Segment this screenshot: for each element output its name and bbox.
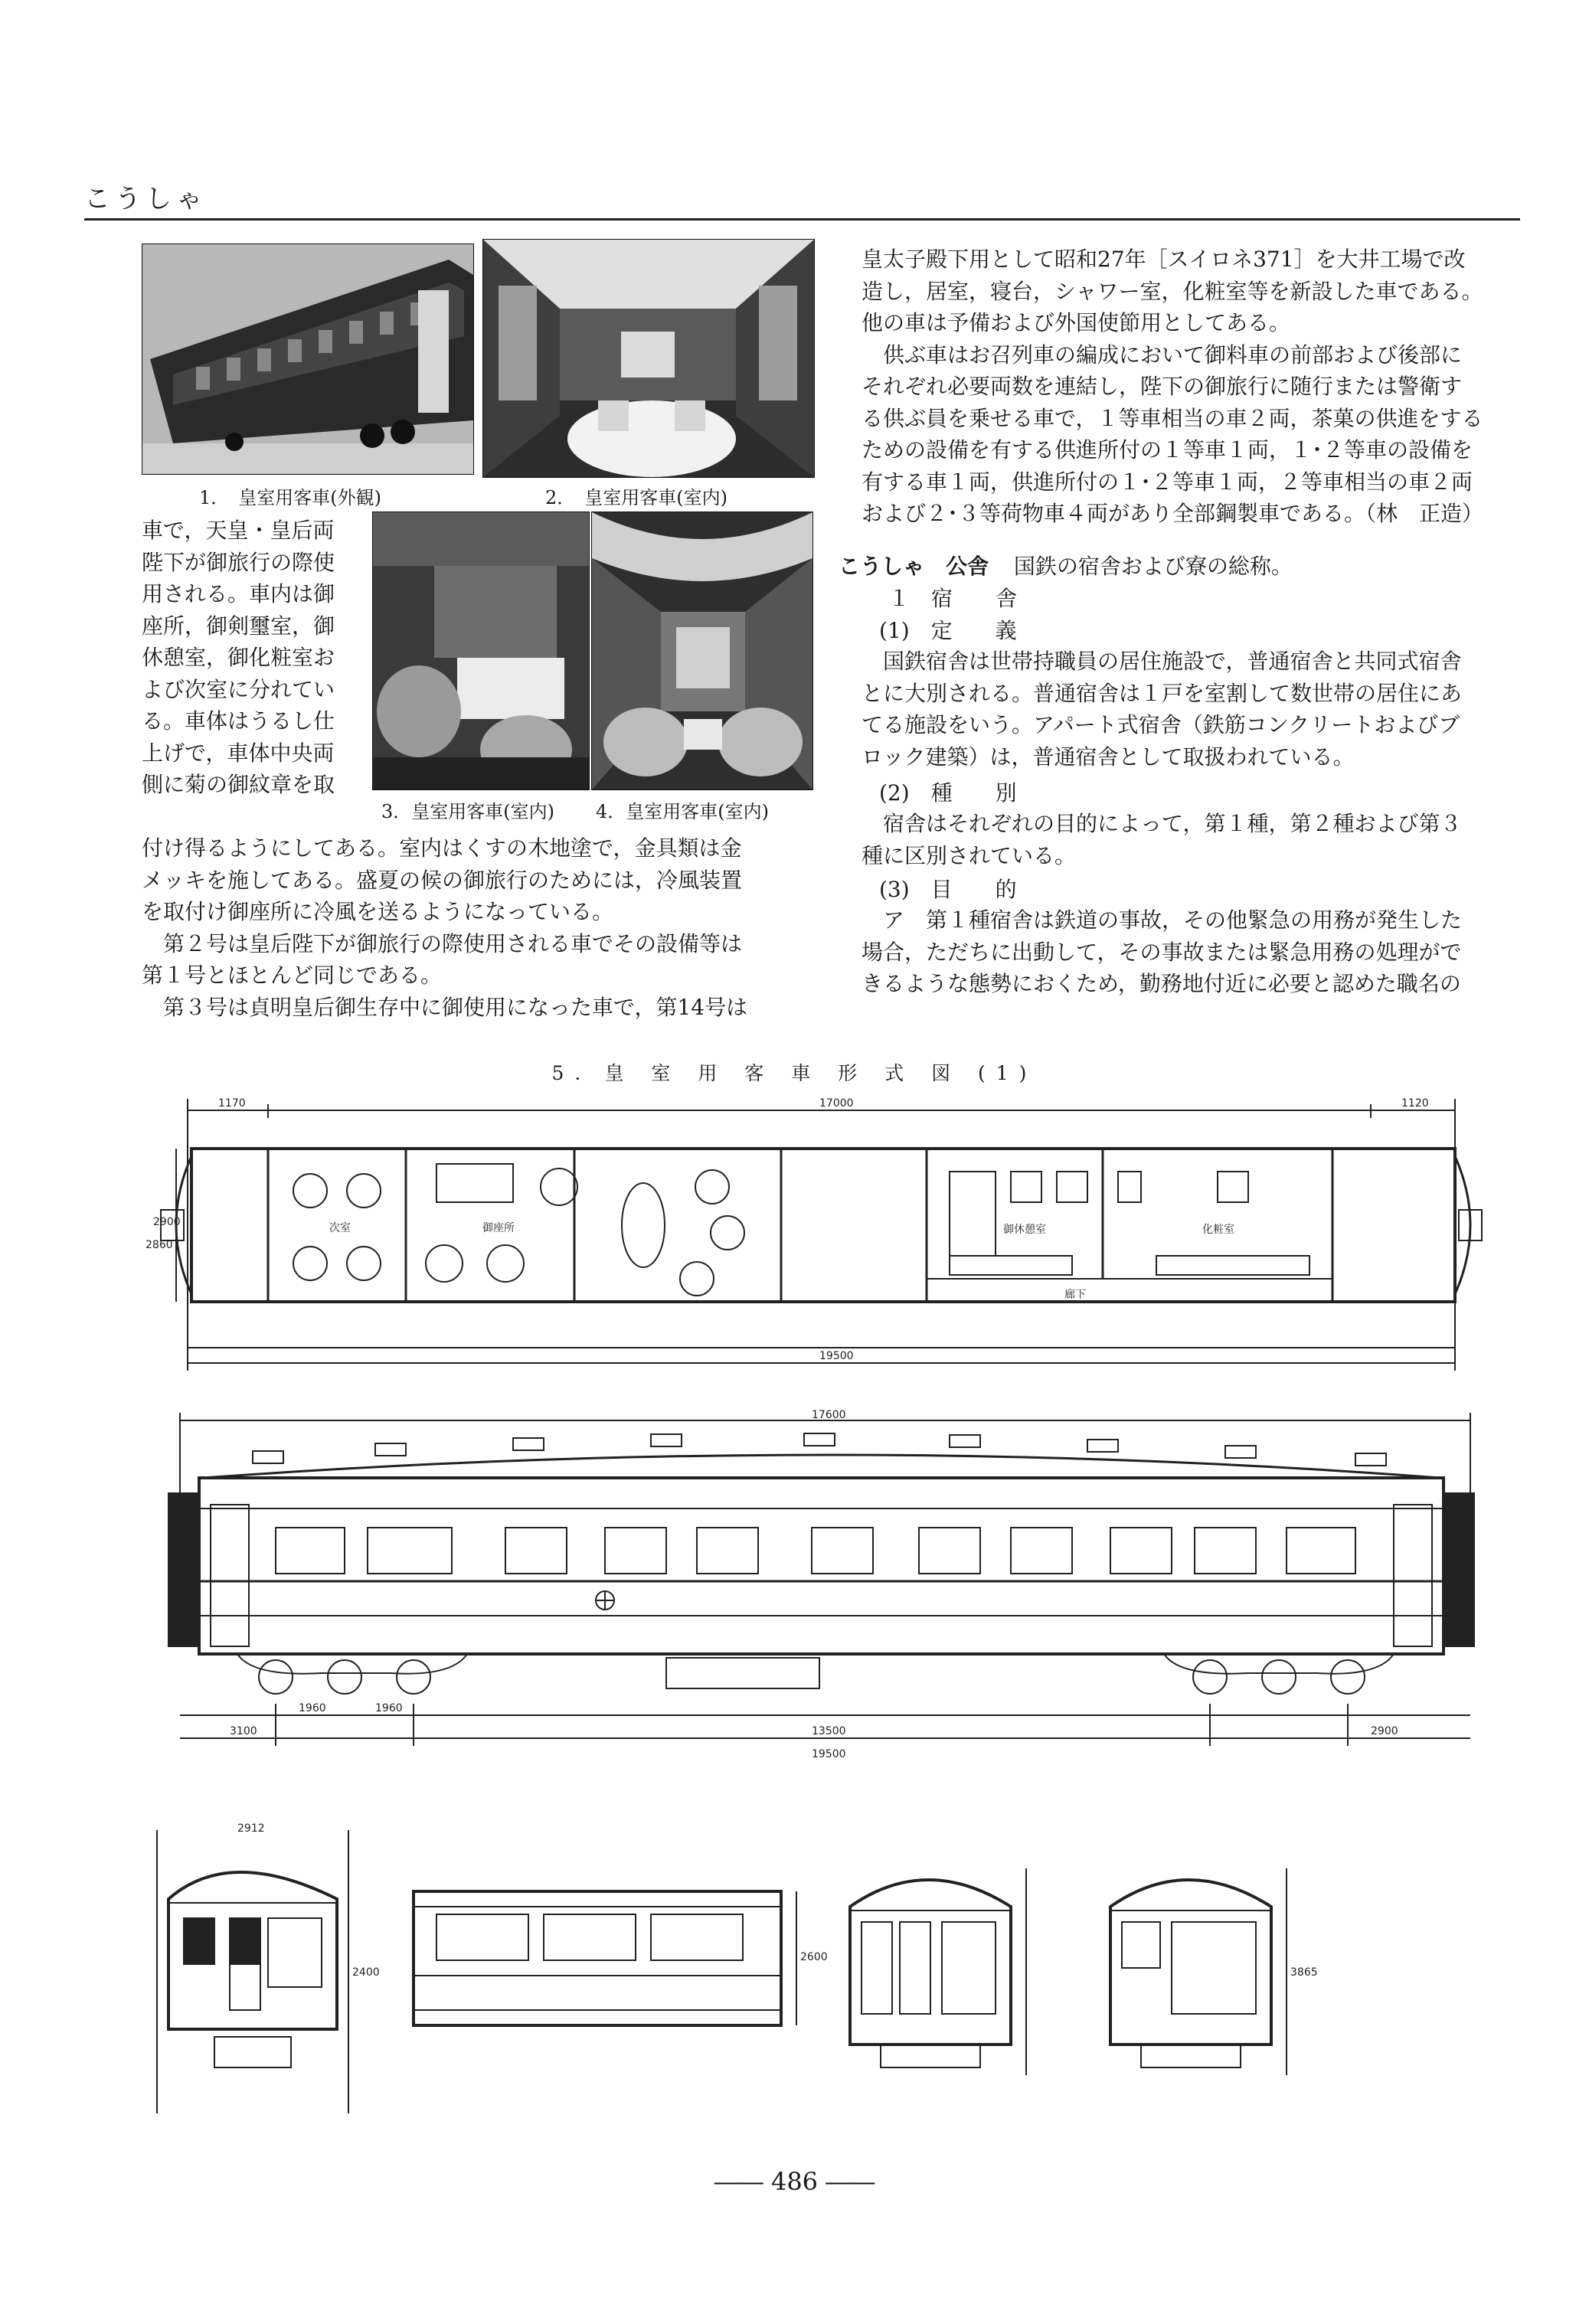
text-line: 休憩室，御化粧室お [142,645,335,670]
text-line: 種に区別されている。 [862,842,1077,868]
left-narrow-text [142,515,356,801]
side-dimension: 19500 [812,1748,846,1760]
side-elevation-drawing [145,1409,1493,1777]
photo-3-caption: 3．皇室用客車(室内) [381,801,554,822]
section-dimension: 2912 [237,1822,265,1835]
text-line: 上げで，車体中央両 [142,740,335,766]
photo-interior-3 [591,512,813,790]
plan-dimension: 1120 [1401,1097,1429,1110]
text-line: 付け得るようにしてある。室内はくすの木地塗で，金具類は金 [142,835,742,861]
side-dimension: 1960 [299,1702,326,1714]
photo-interior-1 [482,239,815,478]
text-line: 第２号は皇后陛下が御旅行の際使用される車でその設備等は [142,930,743,956]
entry-line [839,550,1293,580]
text-line: 陛下が御旅行の際使 [142,549,335,575]
photo-interior-2 [372,512,590,790]
left-wide-text [142,832,812,1023]
section-dimension: 2400 [352,1966,380,1979]
plan-dimension: 1170 [218,1097,246,1110]
text-line: 他の車は予備および外国使節用としてある。 [862,310,1291,335]
plan-room-label: 化粧室 [1202,1224,1234,1236]
section-1-3-heading: (3) 目 的 [879,877,1017,902]
plan-room-label: 御座所 [482,1222,515,1234]
side-dimension: 1960 [375,1702,403,1714]
text-line: ア 第１種宿舎は鉄道の事故，その他緊急の用務が発生した [862,907,1463,933]
text-line: 有する車１両，供進所付の１･２等車１両，２等車相当の車２両 [862,469,1473,495]
side-dimension: 13500 [812,1725,846,1737]
text-line: 第３号は貞明皇后御生存中に御使用になった車で，第14号は [142,994,748,1020]
text-line: る供ぶ員を乗せる車で，１等車相当の車２両，茶菓の供進をする [862,405,1483,431]
right-intro-text [862,244,1520,530]
side-dimension: 17600 [812,1409,846,1421]
section-dimension: 2600 [800,1951,828,1963]
cross-section-drawings [145,1822,1493,2121]
text-line: よび次室に分れてい [142,676,335,702]
text-line: 側に菊の御紋章を取 [142,772,335,797]
plan-room-label: 御休憩室 [1003,1224,1046,1236]
plan-room-label: 廊下 [1064,1289,1086,1301]
text-line: 国鉄宿舎は世帯持職員の居住施設で，普通宿舎と共同式宿舎 [862,649,1462,674]
plan-dimension: 2900 [153,1216,181,1228]
header-rule [84,218,1520,221]
plan-room-label: 次室 [329,1222,351,1234]
section-dimension: 3865 [1290,1966,1318,1979]
text-line: および２･３等荷物車４両があり全部鋼製車である。（林 正造） [862,501,1484,526]
side-dimension: 2900 [1371,1725,1398,1737]
plan-dimension: 2860 [145,1239,173,1251]
text-line: 車で，天皇・皇后両 [142,518,335,543]
photo-exterior [142,244,474,475]
text-line: 皇太子殿下用として昭和27年［スイロネ371］を大井工場で改 [862,247,1466,272]
plan-dimension: 19500 [819,1350,854,1362]
text-line: 造し，居室，寝台，シャワー室，化粧室等を新設した車である。 [862,278,1483,304]
section-1-1-heading: (1) 定 義 [879,618,1017,643]
text-line: ための設備を有する供進所付の１等車１両，１･２等車の設備を [862,437,1473,463]
photo-4-caption: 4．皇室用客車(室内) [596,801,769,822]
side-dimension: 3100 [230,1725,257,1737]
running-header: こうしゃ [84,184,207,214]
section-1-heading: １ 宿 舎 [888,586,1018,611]
plan-dimension: 17000 [819,1097,854,1110]
photo-2-caption: 2． 皇室用客車(室内) [545,487,727,508]
text-line: る。車体はうるし仕 [142,708,335,734]
page-number: ―― 486 ―― [714,2167,875,2196]
text-line: ロック建築）は，普通宿舎として取扱われている。 [862,744,1355,770]
text-line: とに大別される。普通宿舎は１戸を室割して数世帯の居住にあ [862,680,1463,706]
text-line: それぞれ必要両数を連結し，陛下の御旅行に随行または警衛す [862,374,1463,399]
figure-title: 5．皇 室 用 客 車 形 式 図 (1) [551,1062,1038,1084]
type-text [862,808,1520,871]
text-line: 宿舎はそれぞれの目的によって，第１種，第２種および第３ [862,811,1462,836]
text-line: 場合，ただちに出動して，その事故または緊急用務の処理がで [862,939,1462,965]
text-line: 座所，御剣璽室，御 [142,613,335,639]
text-line: 第１号とほとんど同じである。 [142,963,443,988]
floor-plan-drawing [145,1087,1493,1378]
text-line: 供ぶ車はお召列車の編成において御料車の前部および後部に [862,342,1463,368]
text-line: きるような態勢におくため，勤務地付近に必要と認めた職名の [862,971,1461,996]
entry-heading: こうしゃ 公舎 [839,554,989,579]
text-line: メッキを施してある。盛夏の候の御旅行のためには，冷風装置 [142,867,743,893]
definition-text [862,646,1520,773]
entry-definition: 国鉄の宿舎および寮の総称。 [1013,554,1293,579]
purpose-text [862,904,1520,1000]
text-line: 用される。車内は御 [142,581,335,606]
text-line: を取付け御座所に冷風を送るようになっている。 [142,899,614,924]
text-line: てる施設をいう。アパート式宿舎（鉄筋コンクリートおよびブ [862,712,1460,737]
photo-1-caption: 1． 皇室用客車(外観) [199,487,381,508]
section-1-2-heading: (2) 種 別 [879,780,1017,806]
